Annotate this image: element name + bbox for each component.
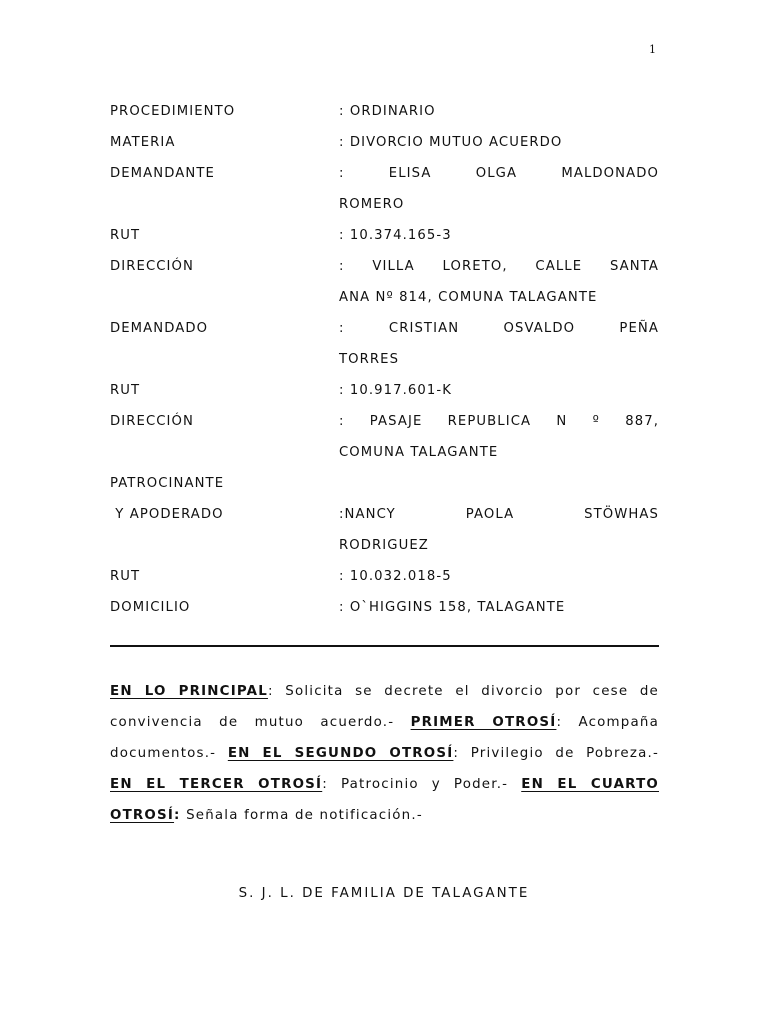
page-number: 1 xyxy=(649,43,656,56)
cuarto-otrosi-heading: EN EL CUARTO xyxy=(521,777,659,792)
cuarto-otrosi-text: Señala forma de notificación.- xyxy=(180,808,423,823)
rut-patrocinante-label: RUT xyxy=(110,569,141,584)
direccion-demandante-value: : VILLA LORETO, CALLE SANTA xyxy=(339,259,659,274)
procedimiento-label: PROCEDIMIENTO xyxy=(110,104,236,119)
segundo-otrosi-heading: EN EL SEGUNDO OTROSÍ xyxy=(227,746,454,761)
demandado-value: : CRISTIAN OSVALDO PEÑA xyxy=(339,321,659,336)
caption-row-apoderado xyxy=(110,499,659,530)
caption-row-procedimiento xyxy=(110,96,659,127)
caption-row-direccion-demandante xyxy=(110,251,659,282)
direccion-demandante-label: DIRECCIÓN xyxy=(110,259,194,274)
case-caption xyxy=(110,96,659,623)
direccion-demandado-value: : PASAJE REPUBLICA N º 887, xyxy=(339,414,659,429)
materia-value: : DIVORCIO MUTUO ACUERDO xyxy=(339,135,563,150)
rut-demandante-label: RUT xyxy=(110,228,141,243)
demandado-label: DEMANDADO xyxy=(110,321,209,336)
petition-summary xyxy=(110,676,659,831)
court-addressee: S. J. L. DE FAMILIA DE TALAGANTE xyxy=(238,886,530,901)
cuarto-otrosi-colon: : xyxy=(174,808,181,823)
summary-line-4 xyxy=(110,769,659,800)
caption-row-patrocinante xyxy=(110,468,659,499)
en-lo-principal-heading: EN LO PRINCIPAL xyxy=(110,684,268,699)
tercer-otrosi-text: : Patrocinio y Poder.- xyxy=(322,777,509,792)
apoderado-label: Y APODERADO xyxy=(110,507,224,522)
patrocinante-label: PATROCINANTE xyxy=(110,476,225,491)
summary-line-5 xyxy=(110,800,659,831)
direccion-demandante-value-cont: ANA Nº 814, COMUNA TALAGANTE xyxy=(339,290,598,305)
primer-otrosi-text-cont: documentos.- xyxy=(110,746,228,761)
direccion-demandado-value-cont: COMUNA TALAGANTE xyxy=(339,445,499,460)
caption-row-demandante xyxy=(110,158,659,189)
domicilio-label: DOMICILIO xyxy=(110,600,191,615)
summary-line-1 xyxy=(110,676,659,707)
caption-row-rut-patrocinante xyxy=(110,561,659,592)
domicilio-value: : O`HIGGINS 158, TALAGANTE xyxy=(339,600,566,615)
segundo-otrosi-text: : Privilegio de Pobreza.- xyxy=(453,746,659,761)
principal-text: : Solicita se decrete el divorcio por cese de xyxy=(267,684,659,699)
demandante-value: : ELISA OLGA MALDONADO xyxy=(339,166,659,181)
demandante-value-cont: ROMERO xyxy=(339,197,405,212)
rut-demandado-label: RUT xyxy=(110,383,141,398)
rut-patrocinante-value: : 10.032.018-5 xyxy=(339,569,452,584)
rut-demandante-value: : 10.374.165-3 xyxy=(339,228,452,243)
tercer-otrosi-heading: EN EL TERCER OTROSÍ xyxy=(110,777,323,792)
caption-row-domicilio xyxy=(110,592,659,623)
patrocinante-value-cont: RODRIGUEZ xyxy=(339,538,429,553)
principal-text-cont: convivencia de mutuo acuerdo.- xyxy=(110,715,411,730)
summary-line-3 xyxy=(110,738,659,769)
rut-demandado-value: : 10.917.601-K xyxy=(339,383,452,398)
procedimiento-value: : ORDINARIO xyxy=(339,104,436,119)
primer-otrosi-text: : Acompaña xyxy=(556,715,659,730)
caption-row-rut-demandado xyxy=(110,375,659,406)
summary-line-2 xyxy=(110,707,659,738)
caption-row-direccion-demandado xyxy=(110,406,659,437)
direccion-demandado-label: DIRECCIÓN xyxy=(110,414,194,429)
demandado-value-cont: TORRES xyxy=(339,352,400,367)
primer-otrosi-heading: PRIMER OTROSÍ xyxy=(410,715,557,730)
caption-row-rut-demandante xyxy=(110,220,659,251)
separator-rule xyxy=(110,645,659,647)
cuarto-otrosi-heading-cont: OTROSÍ xyxy=(110,808,175,823)
demandante-label: DEMANDANTE xyxy=(110,166,215,181)
materia-label: MATERIA xyxy=(110,135,176,150)
caption-row-materia xyxy=(110,127,659,158)
patrocinante-value: :NANCY PAOLA STÖWHAS xyxy=(339,507,659,522)
caption-row-demandado xyxy=(110,313,659,344)
